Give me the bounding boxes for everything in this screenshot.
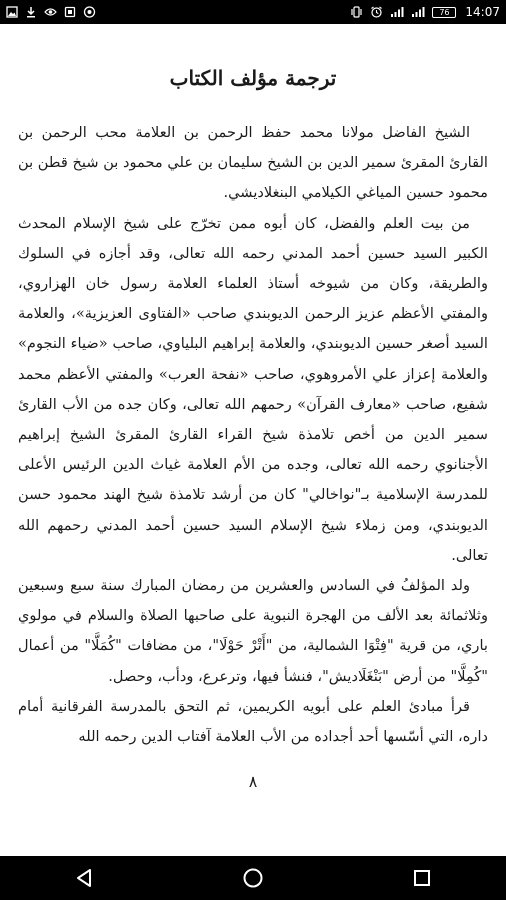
home-button[interactable] — [233, 858, 273, 898]
paragraph: الشيخ الفاضل مولانا محمد حفظ الرحمن بن العلامة محب الرحمن بن القارئ المقرئ سمير الدين بن الشيخ سليمان بن علي محمود بن شيخ قطن بن محمود حسين المياغي الكيلامي البنغلاديشي. — [18, 124, 488, 202]
battery-indicator: 76 — [432, 7, 456, 18]
home-icon — [242, 867, 264, 889]
image-icon — [6, 6, 18, 18]
back-icon — [73, 867, 95, 889]
recents-button[interactable] — [402, 858, 442, 898]
lock-icon — [64, 6, 76, 18]
navigation-bar — [0, 856, 506, 900]
download-icon — [25, 6, 37, 18]
page-title: ترجمة مؤلف الكتاب — [169, 66, 337, 90]
recents-icon — [411, 867, 433, 889]
paragraph: قرأ مبادئ العلم على أبويه الكريمين، ثم التحق بالمدرسة الفرقانية أمام داره، التي أسّسها أحد أجداده من الأب العلامة آفتاب الدين رحمه الله — [18, 697, 488, 746]
paragraph: ولد المؤلفُ في السادس والعشرين من رمضان المبارك سنة سبع وسبعين وثلاثمائة بعد الألف من الهجرة النبوية على صاحبها الصلاة والسلام في مولوي باري، من قرية "فِتْوَا الشمالية، من "أَتْرْ حَوْلَا"، من مضافات "كُمَلَّا" من أعمال "كُمِلَّا" من أرض "بَنْغَلَاديش"، فنشأ فيها، وترعرع، ودأب، وحصل. — [18, 577, 488, 685]
camera-icon — [83, 6, 96, 18]
status-bar-right — [350, 5, 500, 19]
signal-icon — [411, 6, 425, 18]
page-body — [18, 118, 488, 752]
paragraph: من بيت العلم والفضل، كان أبوه ممن تخرّج على شيخ الإسلام المحدث الكبير السيد حسين أحمد المدني رحمه الله تعالى، وقد أجازه في السلوك والطريقة، وكان من شيوخه أستاذ العلماء العلامة رسول خان الهزاروي، والمفتي الأعظم عزيز الرحمن الديوبندي صاحب «الفتاوى العزيزية»، والعلامة السيد أصغر حسين الديوبندي، والعلامة إبراهيم البلياوي، صاحب «ضياء النجوم» والعلامة إعزاز علي الأمروهوي، صاحب «نفحة العرب» والمفتي الأعظم محمد شفيع، صاحب «معارف القرآن» رحمهم الله تعالى، وكان جده من الأب القارئ سمير الدين من أخص تلامذة شيخ القراء القارئ المقرئ الشيخ إبراهيم الأجنانوي رحمه الله تعالى، وجده من الأم العلامة غياث الدين الرئيس الأعلى للمدرسة الإسلامية بـ"نواخالي" كان من أرشد تلامذة شيخ الهند محمود حسن الديوبندي، ومن زملاء شيخ الإسلام السيد حسين أحمد المدني رحمهم الله تعالى. — [18, 214, 488, 564]
signal-icon — [390, 6, 404, 18]
back-button[interactable] — [64, 858, 104, 898]
status-bar-left — [6, 6, 96, 18]
vibrate-icon — [350, 6, 363, 18]
status-bar — [0, 0, 506, 24]
page-number: ٨ — [248, 772, 258, 791]
alarm-icon — [370, 6, 383, 18]
eye-icon — [44, 6, 57, 18]
status-clock: 14:07 — [465, 5, 500, 19]
book-page — [0, 24, 506, 856]
